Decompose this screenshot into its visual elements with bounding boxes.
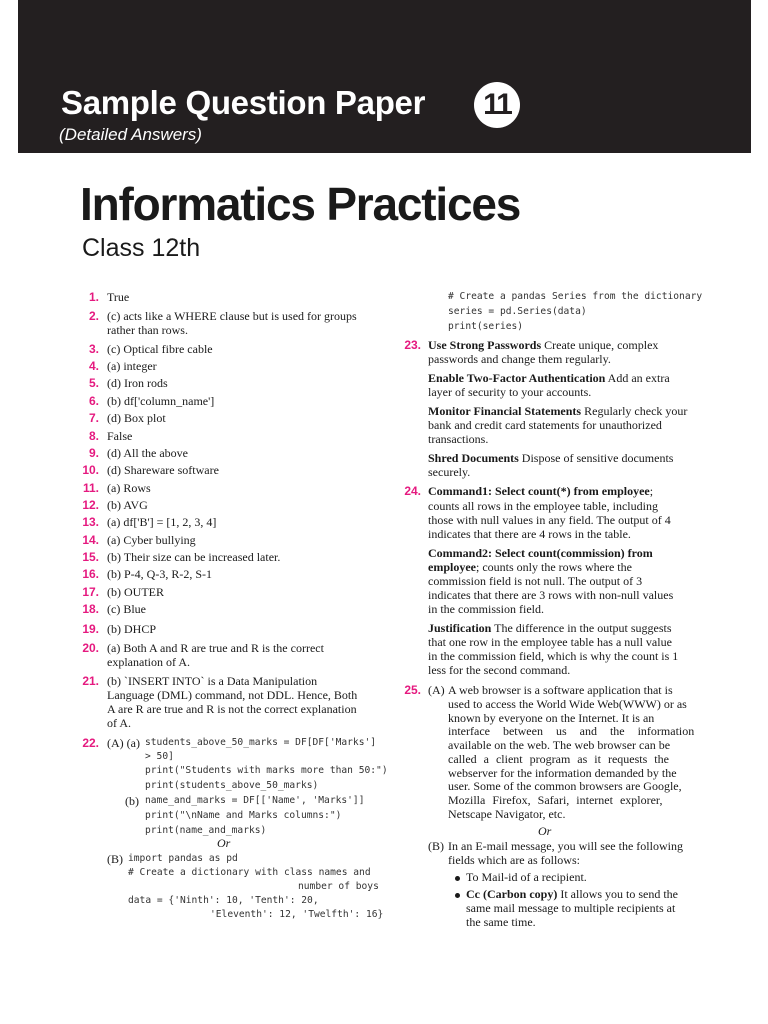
- code-line: number of boys: [298, 881, 379, 892]
- code-line: students_above_50_marks = DF[DF['Marks']: [145, 737, 377, 748]
- sub-label: (b): [125, 794, 139, 808]
- bullet-item: To Mail-id of a recipient.: [466, 870, 587, 884]
- answer-25-line: known by everyone on the Internet. It is an: [448, 711, 655, 725]
- code-line: # Create a pandas Series from the dictionary: [448, 291, 703, 302]
- code-line: 'Eleventh': 12, 'Twelfth': 16}: [210, 909, 384, 920]
- paper-subtitle: (Detailed Answers): [59, 125, 202, 144]
- code-line: series = pd.Series(data): [448, 306, 587, 317]
- or-separator: Or: [217, 836, 231, 850]
- sub-label: (B): [107, 852, 123, 866]
- bullet-item: Cc (Carbon copy) It allows you to send the: [466, 887, 678, 901]
- answer-25-line: available on the web. The web browser can be: [448, 738, 671, 752]
- code-line: print("\nName and Marks columns:"): [145, 810, 342, 821]
- answer-25-line: interface between us and the information: [448, 724, 695, 738]
- answer-25-line: called a client program as it requests the: [448, 752, 669, 766]
- answer-25-line: A web browser is a software application that is: [448, 683, 673, 697]
- code-line: print(series): [448, 321, 524, 332]
- code-line: > 50]: [145, 751, 174, 762]
- code-line: print("Students with marks more than 50:"): [145, 765, 388, 776]
- class-label: Class 12th: [82, 234, 201, 262]
- bullet-icon: [455, 893, 460, 898]
- answer-25-line: used to access the World Wide Web(WWW) or as: [448, 697, 687, 711]
- paper-number-badge: 11: [474, 82, 520, 128]
- answer-25-line: webserver for the information demanded by the: [448, 766, 677, 780]
- sub-label: (B): [428, 839, 444, 853]
- answer-25-line: Netscape Navigator, etc.: [448, 807, 566, 821]
- code-line: print(name_and_marks): [145, 825, 267, 836]
- code-line: data = {'Ninth': 10, 'Tenth': 20,: [128, 895, 319, 906]
- bullet-item-cont: same mail message to multiple recipients at: [466, 901, 676, 915]
- bullet-icon: [455, 876, 460, 881]
- bullet-item-cont: the same time.: [466, 915, 536, 929]
- code-line: name_and_marks = DF[['Name', 'Marks']]: [145, 795, 365, 806]
- code-line: print(students_above_50_marks): [145, 780, 319, 791]
- answer-25-line: Mozilla Firefox, Safari, internet explorer,: [448, 793, 663, 807]
- code-line: import pandas as pd: [128, 853, 238, 864]
- or-separator: Or: [538, 824, 552, 838]
- answer-25-line: fields which are as follows:: [448, 853, 580, 867]
- answer-25-line: In an E-mail message, you will see the following: [448, 839, 683, 853]
- code-line: # Create a dictionary with class names and: [128, 867, 371, 878]
- answer-25-line: user. Some of the common browsers are Google,: [448, 779, 682, 793]
- paper-title: Sample Question Paper: [61, 84, 426, 121]
- subject-title: Informatics Practices: [80, 178, 521, 230]
